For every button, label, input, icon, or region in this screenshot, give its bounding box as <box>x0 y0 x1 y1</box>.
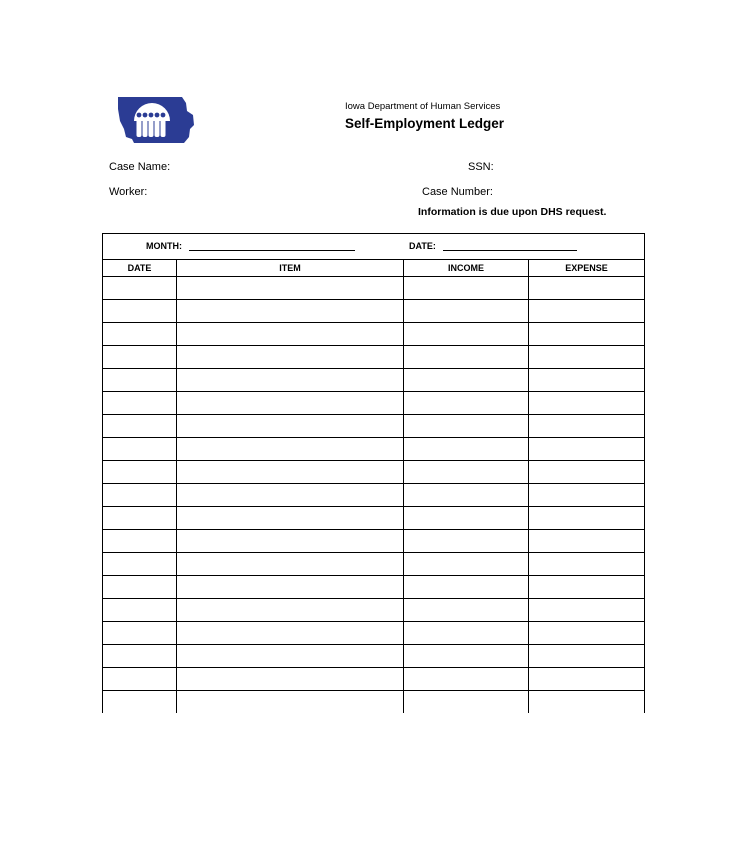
date-cell[interactable] <box>103 645 177 668</box>
item-cell[interactable] <box>177 415 404 438</box>
item-cell[interactable] <box>177 323 404 346</box>
date-cell[interactable] <box>103 576 177 599</box>
income-cell[interactable] <box>404 645 529 668</box>
table-row <box>103 507 645 530</box>
month-label: MONTH: <box>146 241 182 251</box>
income-cell[interactable] <box>404 346 529 369</box>
item-cell[interactable] <box>177 461 404 484</box>
table-row <box>103 461 645 484</box>
date-label: DATE: <box>409 241 436 251</box>
column-header-income: INCOME <box>404 260 529 277</box>
income-cell[interactable] <box>404 599 529 622</box>
expense-cell[interactable] <box>529 392 645 415</box>
page-title: Self-Employment Ledger <box>345 116 505 131</box>
case-number-label: Case Number: <box>422 186 493 198</box>
table-row <box>103 553 645 576</box>
date-cell[interactable] <box>103 300 177 323</box>
expense-cell[interactable] <box>529 622 645 645</box>
income-cell[interactable] <box>404 622 529 645</box>
expense-cell[interactable] <box>529 484 645 507</box>
expense-cell[interactable] <box>529 346 645 369</box>
ssn-label: SSN: <box>468 161 494 173</box>
expense-cell[interactable] <box>529 530 645 553</box>
expense-cell[interactable] <box>529 668 645 691</box>
income-cell[interactable] <box>404 484 529 507</box>
date-cell[interactable] <box>103 392 177 415</box>
expense-cell[interactable] <box>529 300 645 323</box>
item-cell[interactable] <box>177 369 404 392</box>
expense-cell[interactable] <box>529 645 645 668</box>
item-cell[interactable] <box>177 530 404 553</box>
date-cell[interactable] <box>103 346 177 369</box>
table-row <box>103 668 645 691</box>
item-cell[interactable] <box>177 438 404 461</box>
ledger-body <box>103 277 645 714</box>
item-cell[interactable] <box>177 599 404 622</box>
dhs-request-notice: Information is due upon DHS request. <box>418 206 607 218</box>
item-cell[interactable] <box>177 300 404 323</box>
income-cell[interactable] <box>404 392 529 415</box>
date-cell[interactable] <box>103 277 177 300</box>
table-row <box>103 576 645 599</box>
date-cell[interactable] <box>103 668 177 691</box>
table-row <box>103 691 645 714</box>
item-cell[interactable] <box>177 277 404 300</box>
date-cell[interactable] <box>103 323 177 346</box>
table-row <box>103 438 645 461</box>
item-cell[interactable] <box>177 553 404 576</box>
expense-cell[interactable] <box>529 415 645 438</box>
table-row <box>103 323 645 346</box>
income-cell[interactable] <box>404 668 529 691</box>
item-cell[interactable] <box>177 346 404 369</box>
expense-cell[interactable] <box>529 507 645 530</box>
table-row <box>103 392 645 415</box>
expense-cell[interactable] <box>529 438 645 461</box>
expense-cell[interactable] <box>529 277 645 300</box>
income-cell[interactable] <box>404 323 529 346</box>
item-cell[interactable] <box>177 645 404 668</box>
income-cell[interactable] <box>404 369 529 392</box>
income-cell[interactable] <box>404 530 529 553</box>
table-row <box>103 277 645 300</box>
iowa-dhs-logo <box>116 95 196 145</box>
ledger-table <box>102 233 645 713</box>
table-row <box>103 415 645 438</box>
date-cell[interactable] <box>103 438 177 461</box>
expense-cell[interactable] <box>529 369 645 392</box>
expense-cell[interactable] <box>529 691 645 714</box>
income-cell[interactable] <box>404 277 529 300</box>
income-cell[interactable] <box>404 553 529 576</box>
table-row <box>103 369 645 392</box>
table-row <box>103 484 645 507</box>
case-name-label: Case Name: <box>109 161 171 173</box>
date-cell[interactable] <box>103 530 177 553</box>
column-header-date: DATE <box>103 260 177 277</box>
month-date-row <box>102 233 645 259</box>
date-cell[interactable] <box>103 369 177 392</box>
date-cell[interactable] <box>103 484 177 507</box>
table-row <box>103 530 645 553</box>
date-cell[interactable] <box>103 691 177 714</box>
date-cell[interactable] <box>103 507 177 530</box>
item-cell[interactable] <box>177 691 404 714</box>
date-cell[interactable] <box>103 415 177 438</box>
income-cell[interactable] <box>404 576 529 599</box>
item-cell[interactable] <box>177 507 404 530</box>
expense-cell[interactable] <box>529 323 645 346</box>
expense-cell[interactable] <box>529 576 645 599</box>
date-cell[interactable] <box>103 599 177 622</box>
month-input-line[interactable] <box>189 250 355 251</box>
income-cell[interactable] <box>404 415 529 438</box>
ledger-grid <box>102 259 645 713</box>
income-cell[interactable] <box>404 691 529 714</box>
worker-label: Worker: <box>109 186 148 198</box>
expense-cell[interactable] <box>529 461 645 484</box>
table-row <box>103 599 645 622</box>
item-cell[interactable] <box>177 576 404 599</box>
column-header-item: ITEM <box>177 260 404 277</box>
department-name: Iowa Department of Human Services <box>345 101 501 112</box>
item-cell[interactable] <box>177 392 404 415</box>
income-cell[interactable] <box>404 438 529 461</box>
item-cell[interactable] <box>177 622 404 645</box>
income-cell[interactable] <box>404 461 529 484</box>
date-input-line[interactable] <box>443 250 577 251</box>
table-row <box>103 622 645 645</box>
income-cell[interactable] <box>404 300 529 323</box>
table-row <box>103 346 645 369</box>
date-cell[interactable] <box>103 461 177 484</box>
expense-cell[interactable] <box>529 553 645 576</box>
expense-cell[interactable] <box>529 599 645 622</box>
date-cell[interactable] <box>103 622 177 645</box>
item-cell[interactable] <box>177 484 404 507</box>
header-row <box>103 260 645 277</box>
date-cell[interactable] <box>103 553 177 576</box>
table-row <box>103 645 645 668</box>
table-row <box>103 300 645 323</box>
column-header-expense: EXPENSE <box>529 260 645 277</box>
item-cell[interactable] <box>177 668 404 691</box>
income-cell[interactable] <box>404 507 529 530</box>
